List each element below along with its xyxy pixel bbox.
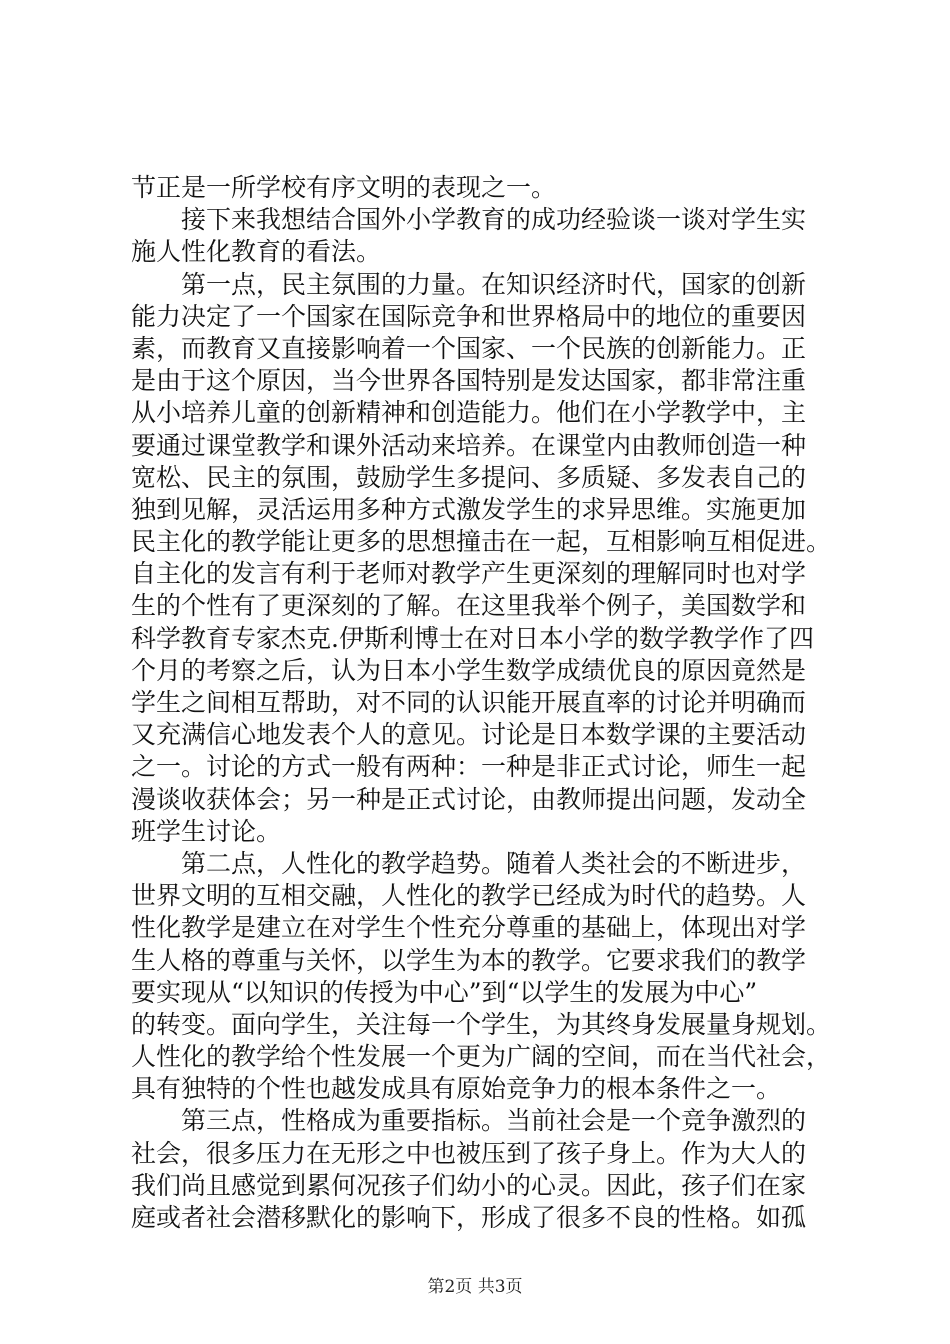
text-line: 从小培养儿童的创新精神和创造能力。他们在小学教学中，主 <box>131 398 807 428</box>
text-line: 科学教育专家杰克.伊斯利博士在对日本小学的数学教学作了四 <box>131 623 814 653</box>
page-footer: 第2页 共3页 <box>427 1277 523 1297</box>
text-line: 世界文明的互相交融，人性化的教学已经成为时代的趋势。人 <box>131 881 807 911</box>
text-line: 班学生讨论。 <box>131 816 282 846</box>
text-line: 独到见解，灵活运用多种方式激发学生的求异思维。实施更加 <box>131 494 807 524</box>
text-line: 民主化的教学能让更多的思想撞击在一起，互相影响互相促进。 <box>131 527 832 557</box>
text-line: 人性化的教学给个性发展一个更为广阔的空间，而在当代社会， <box>131 1042 832 1072</box>
text-line: 生人格的尊重与关怀，以学生为本的教学。它要求我们的教学 <box>131 945 807 975</box>
text-line: 又充满信心地发表个人的意见。讨论是日本数学课的主要活动 <box>131 720 807 750</box>
text-line: 之一。讨论的方式一般有两种：一种是非正式讨论，师生一起 <box>131 752 807 782</box>
text-line: 漫谈收获体会；另一种是正式讨论，由教师提出问题，发动全 <box>131 784 807 814</box>
document-body <box>131 172 833 1234</box>
text-line: 第二点，人性化的教学趋势。随着人类社会的不断进步， <box>181 848 807 878</box>
text-line: 的转变。面向学生，关注每一个学生，为其终身发展量身规划。 <box>131 1009 832 1039</box>
text-line: 学生之间相互帮助，对不同的认识能开展直率的讨论并明确而 <box>131 688 807 717</box>
text-line: 宽松、民主的氛围，鼓励学生多提问、多质疑、多发表自己的 <box>131 462 807 492</box>
text-line: 第三点，性格成为重要指标。当前社会是一个竞争激烈的 <box>181 1106 807 1136</box>
text-line: 第一点，民主氛围的力量。在知识经济时代，国家的创新 <box>181 269 807 299</box>
text-line: 个月的考察之后，认为日本小学生数学成绩优良的原因竟然是 <box>131 655 807 685</box>
text-line: 素，而教育又直接影响着一个国家、一个民族的创新能力。正 <box>131 333 807 363</box>
text-line: 我们尚且感觉到累何况孩子们幼小的心灵。因此，孩子们在家 <box>131 1170 807 1200</box>
text-line: 是由于这个原因，当今世界各国特别是发达国家，都非常注重 <box>131 366 807 396</box>
text-line: 性化教学是建立在对学生个性充分尊重的基础上，体现出对学 <box>131 913 807 943</box>
text-line: 具有独特的个性也越发成具有原始竞争力的根本条件之一。 <box>131 1074 782 1104</box>
text-line: 要通过课堂教学和课外活动来培养。在课堂内由教师创造一种 <box>131 430 807 460</box>
text-line: 庭或者社会潜移默化的影响下，形成了很多不良的性格。如孤 <box>131 1203 807 1232</box>
text-line: 生的个性有了更深刻的了解。在这里我举个例子，美国数学和 <box>131 591 807 621</box>
text-line: 自主化的发言有利于老师对教学产生更深刻的理解同时也对学 <box>131 559 807 589</box>
text-line: 节正是一所学校有序文明的表现之一。 <box>131 173 557 202</box>
text-line: 社会，很多压力在无形之中也被压到了孩子身上。作为大人的 <box>131 1138 807 1168</box>
text-line: 施人性化教育的看法。 <box>131 237 382 267</box>
text-line: 要实现从“以知识的传授为中心”到“以学生的发展为中心” <box>131 977 758 1007</box>
text-line: 接下来我想结合国外小学教育的成功经验谈一谈对学生实 <box>181 205 807 235</box>
text-line: 能力决定了一个国家在国际竞争和世界格局中的地位的重要因 <box>131 301 807 331</box>
